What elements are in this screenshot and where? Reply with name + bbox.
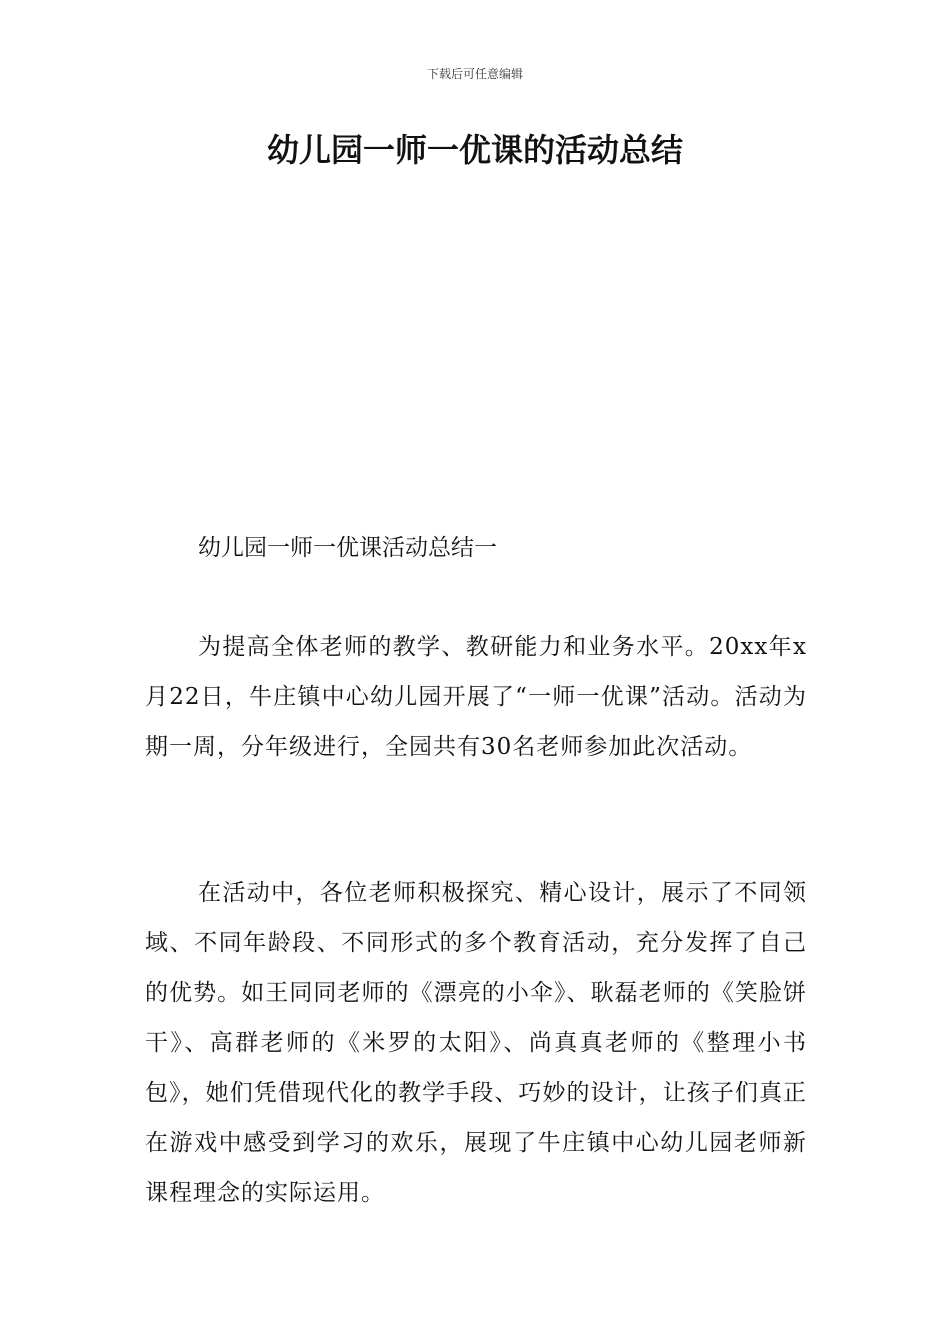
paragraph-1: 为提高全体老师的教学、教研能力和业务水平。20xx年x月22日，牛庄镇中心幼儿园开展了“一师一优课”活动。活动为期一周，分年级进行，全园共有30名老师参加此次活动。 — [145, 634, 807, 760]
page-header-note: 下载后可任意编辑 — [426, 67, 523, 81]
paragraph-2: 在活动中，各位老师积极探究、精心设计，展示了不同领域、不同年龄段、不同形式的多个教育活动，充分发挥了自己的优势。如王同同老师的《漂亮的小伞》、耿磊老师的《笑脸饼干》、高群老师的《米罗的太阳》、尚真真老师的《整理小书包》，她们凭借现代化的教学手段、巧妙的设计，让孩子们真正在游戏中感受到学习的欢乐，展现了牛庄镇中心幼儿园老师新课程理念的实际运用。 — [145, 880, 807, 1206]
document-title: 幼儿园一师一优课的活动总结 — [266, 131, 683, 169]
section-subheading: 幼儿园一师一优课活动总结一 — [198, 535, 497, 561]
